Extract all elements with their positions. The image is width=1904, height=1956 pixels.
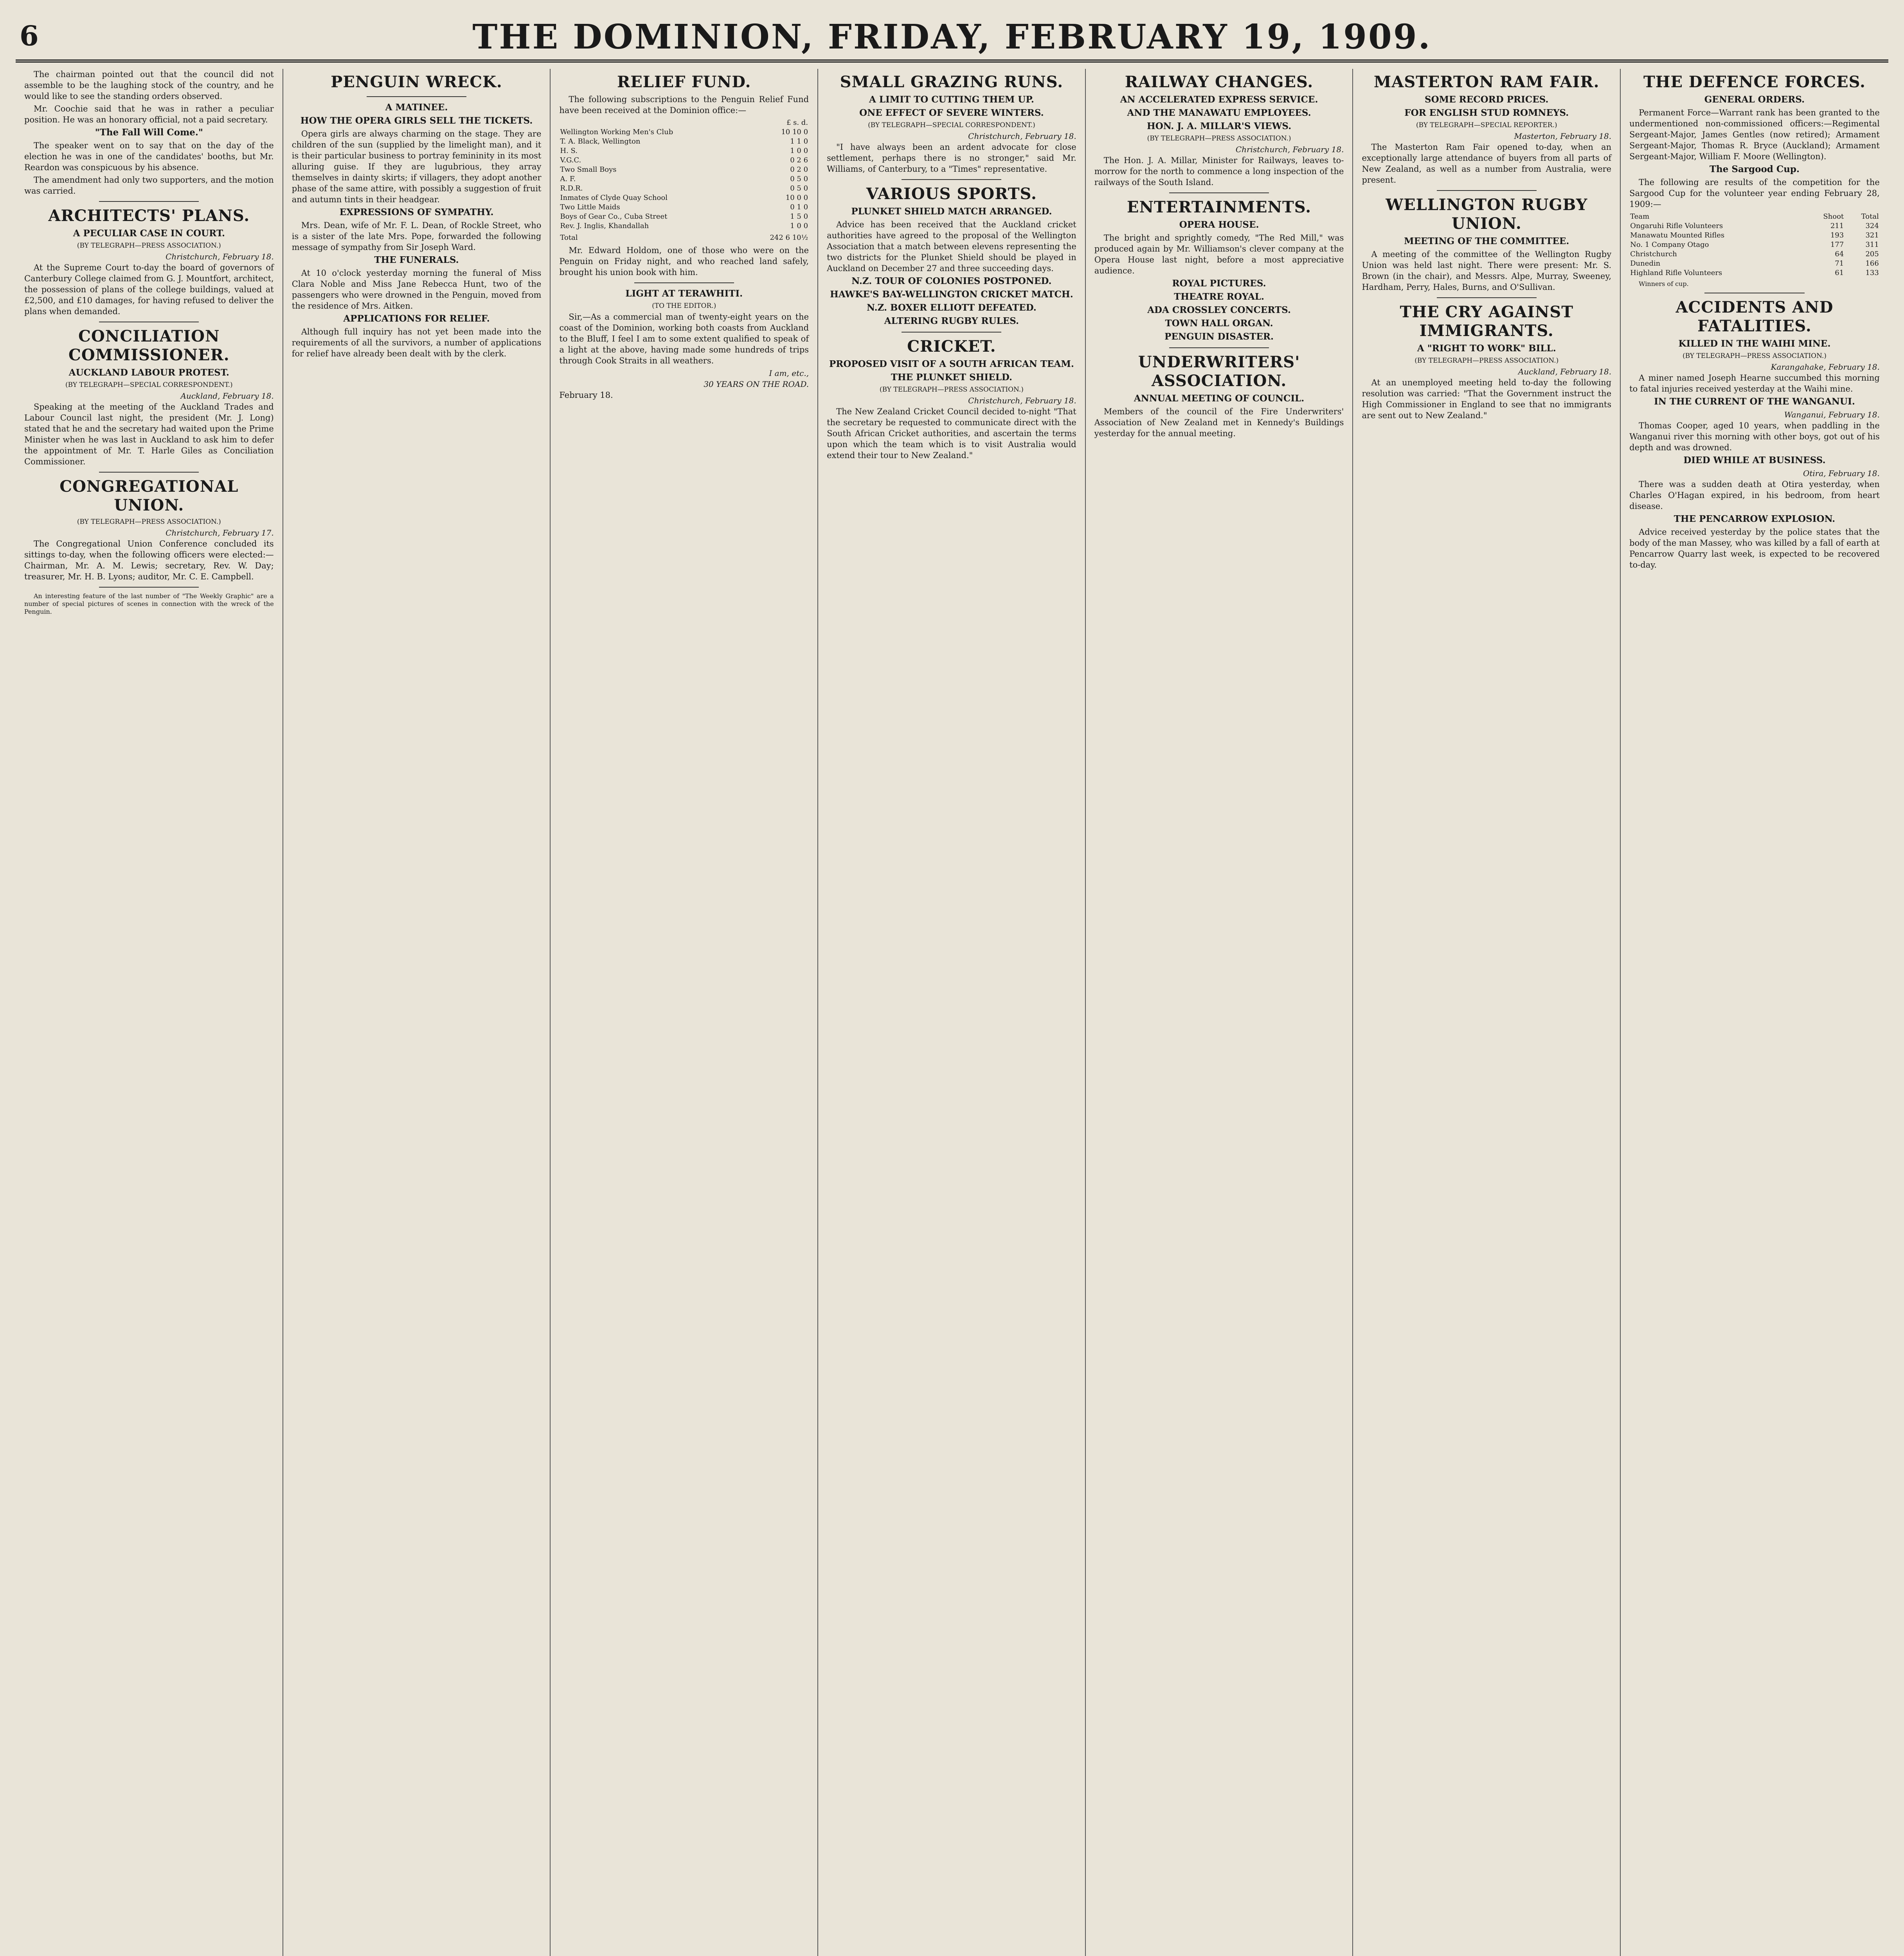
column-3 — [551, 69, 818, 1956]
subheading: SOME RECORD PRICES. — [1425, 94, 1549, 105]
headline: THE DEFENCE FORCES. — [1643, 73, 1866, 91]
divider — [367, 96, 466, 97]
divider — [1169, 192, 1269, 193]
letter-close: I am, etc., — [769, 369, 809, 378]
subscription-amount: 0 2 0 — [790, 165, 808, 174]
dateline: Otira, February 18. — [1803, 469, 1880, 478]
divider — [99, 201, 199, 202]
subscription-amount: 10 0 0 — [785, 194, 808, 202]
subscription-amount: 1 1 0 — [790, 137, 808, 146]
subscription-amount: 1 0 0 — [790, 147, 808, 155]
subscriber-name: V.G.C. — [560, 156, 581, 164]
divider — [1437, 297, 1537, 298]
dateline: Christchurch, February 18. — [166, 252, 274, 261]
article-text: At the Supreme Court to-day the board of governors of Canterbury College claimed from G. J. Mountfort, architect, the possession of plans of the college buildings, valued at £2,500, and £10 damages, for having refused to deliver the plans when demanded. — [24, 263, 274, 316]
byline: (BY TELEGRAPH—SPECIAL CORRESPONDENT.) — [868, 121, 1035, 129]
article-text: A miner named Joseph Hearne succumbed this morning to fatal injuries received yesterday at the Waihi mine. — [1629, 373, 1880, 394]
column-1 — [16, 69, 283, 1956]
article-text: Although full inquiry has not yet been made into the requirements of all the survivors, a number of applications for relief have already been dealt with by the clerk. — [292, 327, 542, 358]
total-row — [559, 233, 809, 243]
subscription-amount: 0 1 0 — [790, 203, 808, 211]
subscription-amount: 1 5 0 — [790, 212, 808, 221]
table-row — [1629, 231, 1880, 240]
dateline: Auckland, February 18. — [1518, 367, 1612, 376]
cup-shoot: 61 — [1835, 269, 1844, 277]
article-text: Sir,—As a commercial man of twenty-eight years on the coast of the Dominion, working both coasts from Auckland to the Bluff, I feel I am to some extent qualified to speak of a light at the above, having made some hundreds of trips through Cook Straits in all weathers. — [559, 312, 809, 365]
divider — [902, 332, 1001, 333]
divider — [1169, 347, 1269, 348]
headline: RAILWAY CHANGES. — [1125, 73, 1314, 91]
headline: PENGUIN WRECK. — [331, 73, 502, 91]
cup-total: 324 — [1865, 222, 1879, 230]
byline: (BY TELEGRAPH—PRESS ASSOCIATION.) — [77, 518, 221, 526]
letter-signature: 30 YEARS ON THE ROAD. — [704, 379, 809, 389]
subheading: PROPOSED VISIT OF A SOUTH AFRICAN TEAM. — [829, 359, 1074, 369]
column-5 — [1086, 69, 1353, 1956]
table-row — [559, 156, 809, 165]
header-total: Total — [1861, 212, 1879, 221]
article-text: The following are results of the competition for the Sargood Cup for the volunteer year ending February 28, 1909:— — [1629, 178, 1880, 209]
subscription-amount: 0 2 6 — [790, 156, 808, 164]
subheading: A LIMIT TO CUTTING THEM UP. — [869, 94, 1034, 105]
header-shoot: Shoot — [1823, 212, 1844, 221]
cup-team: Manawatu Mounted Rifles — [1630, 231, 1725, 239]
letter-date: February 18. — [559, 390, 613, 400]
subheading: IN THE CURRENT OF THE WANGANUI. — [1654, 396, 1855, 407]
table-row — [559, 146, 809, 156]
article-text: Members of the council of the Fire Underwriters' Association of New Zealand met in Kennedy's Buildings yesterday for the annual meeting. — [1094, 407, 1344, 438]
headline: CONCILIATION COMMISSIONER. — [68, 327, 230, 364]
subscriber-name: Two Small Boys — [560, 165, 617, 174]
cup-team: Christchurch — [1630, 250, 1677, 258]
subscription-amount: 1 0 0 — [790, 222, 808, 230]
total-amount: 242 6 10½ — [770, 234, 808, 242]
article-text: "I have always been an ardent advocate for close settlement, perhaps there is no stronger," said Mr. Williams, of Canterbury, to a "Times" representative. — [827, 142, 1076, 174]
column-2 — [283, 69, 551, 1956]
cup-total: 133 — [1865, 269, 1879, 277]
cup-team: Dunedin — [1630, 259, 1661, 268]
subheading: HAWKE'S BAY-WELLINGTON CRICKET MATCH. — [830, 289, 1073, 300]
article-text: Opera girls are always charming on the stage. They are children of the sun (supplied by the limelight man), and it is their particular business to portray femininity in its most alluring guise. If they are lugubrious, they array themselves in dainty skirts; if villagers, they adopt another phase of the same attire, with possibly a suggestion of fruit and autumn tints in their headgear. — [292, 129, 542, 204]
subheading: FOR ENGLISH STUD ROMNEYS. — [1404, 108, 1569, 118]
table-row — [559, 165, 809, 174]
header-team: Team — [1630, 212, 1650, 221]
subheading: APPLICATIONS FOR RELIEF. — [343, 313, 490, 324]
subheading: LIGHT AT TERAWHITI. — [625, 288, 743, 299]
dateline: Masterton, February 18. — [1514, 131, 1612, 141]
headline: CONGREGATIONAL UNION. — [59, 477, 239, 514]
table-row — [559, 128, 809, 137]
article-text: Speaking at the meeting of the Auckland Trades and Labour Council last night, the president (Mr. J. Long) stated that he and the secretary had waited upon the Prime Minister when he was last in Auckland to ask him to defer the appointment of Mr. T. Harle Giles as Conciliation Commissioner. — [24, 402, 274, 466]
dateline: Christchurch, February 18. — [1235, 145, 1344, 154]
cup-team: No. 1 Company Otago — [1630, 241, 1709, 249]
headline: WELLINGTON RUGBY UNION. — [1386, 196, 1588, 233]
divider — [99, 587, 199, 588]
subheading: DIED WHILE AT BUSINESS. — [1683, 455, 1826, 466]
article-text: Permanent Force—Warrant rank has been granted to the undermentioned non-commissioned officers:—Regimental Sergeant-Major, James Gentles (now retired); Armament Sergeant-Major, Thomas R. Bryce (Auckland); Armament Sergeant-Major, William F. Moore (Wellington). — [1629, 108, 1880, 161]
dateline: Wanganui, February 18. — [1784, 410, 1880, 419]
dateline: Karangahake, February 18. — [1771, 362, 1880, 372]
article-text: The Congregational Union Conference concluded its sittings to-day, when the following officers were elected:—Chairman, Mr. A. M. Lewis; secretary, Rev. W. Day; treasurer, Mr. H. B. Lyons; auditor, Mr. C. E. Campbell. — [24, 539, 274, 581]
article-text: A meeting of the committee of the Wellington Rugby Union was held last night. There were present: Mr. S. Brown (in the chair), and Messrs. Alpe, Murray, Sweeney, Hardham, Perry, Hales, Burns, and O'Sullivan. — [1362, 250, 1612, 292]
subscriber-name: Wellington Working Men's Club — [560, 128, 673, 136]
divider — [902, 179, 1001, 180]
article-text: The Hon. J. A. Millar, Minister for Railways, leaves to-morrow for the north to commence a long inspection of the railways of the South Island. — [1094, 156, 1344, 187]
table-row — [1629, 250, 1880, 259]
subheading: MEETING OF THE COMMITTEE. — [1404, 236, 1569, 246]
subheading: TOWN HALL ORGAN. — [1165, 318, 1273, 329]
dateline: Christchurch, February 18. — [968, 131, 1076, 141]
article-text: At an unemployed meeting held to-day the following resolution was carried: "That the Government instruct the High Commissioner in England to see that no immigrants are sent out to New Zealand." — [1362, 378, 1612, 420]
column-7 — [1621, 69, 1888, 1956]
article-text: There was a sudden death at Otira yesterday, when Charles O'Hagan expired, in his bedroom, from heart disease. — [1629, 480, 1880, 511]
dateline: Christchurch, February 18. — [968, 396, 1076, 405]
subscriber-name: H. S. — [560, 147, 578, 155]
table-row — [1629, 221, 1880, 231]
subheading: AUCKLAND LABOUR PROTEST. — [68, 367, 229, 378]
subscriber-name: R.D.R. — [560, 184, 583, 192]
subheading: GENERAL ORDERS. — [1704, 94, 1805, 105]
table-row — [1629, 268, 1880, 278]
headline: SMALL GRAZING RUNS. — [840, 73, 1064, 91]
byline: (BY TELEGRAPH—SPECIAL REPORTER.) — [1416, 121, 1557, 129]
byline: (BY TELEGRAPH—SPECIAL CORRESPONDENT.) — [65, 381, 233, 389]
column-4 — [818, 69, 1086, 1956]
cup-shoot: 193 — [1830, 231, 1844, 239]
masthead — [16, 16, 1888, 63]
advertisement: An interesting feature of the last number of "The Weekly Graphic" are a number of special pictures of scenes in connection with the wreck of the Penguin. — [24, 592, 274, 615]
table-row — [1629, 240, 1880, 250]
subscriber-name: Two Little Maids — [560, 203, 620, 211]
article-text: The Masterton Ram Fair opened to-day, when an exceptionally large attendance of buyers from all parts of New Zealand, as well as a number from Australia, were present. — [1362, 142, 1612, 185]
article-text: The New Zealand Cricket Council decided to-night "That the secretary be requested to communicate direct with the South African Cricket authorities, and ascertain the terms upon which the team which is to visit Australia would extend their tour to New Zealand." — [827, 407, 1076, 460]
subheading: ROYAL PICTURES. — [1172, 278, 1266, 289]
page-number: 6 — [20, 20, 39, 52]
subscription-amount: 0 5 0 — [790, 175, 808, 183]
byline: (BY TELEGRAPH—PRESS ASSOCIATION.) — [77, 242, 221, 250]
subheading: HOW THE OPERA GIRLS SELL THE TICKETS. — [300, 115, 533, 126]
byline: (BY TELEGRAPH—PRESS ASSOCIATION.) — [1682, 352, 1827, 360]
table-row — [559, 212, 809, 221]
headline: ENTERTAINMENTS. — [1127, 198, 1312, 216]
table-row — [559, 203, 809, 212]
subheading: "The Fall Will Come." — [95, 127, 203, 138]
article-text: Advice has been received that the Auckland cricket authorities have agreed to the proposal of the Wellington Association that a match between elevens representing the two districts for the Plunket Shield should be played in Auckland on December 27 and three succeeding days. — [827, 220, 1076, 273]
columns — [16, 69, 1888, 1956]
cup-shoot: 64 — [1835, 250, 1844, 258]
divider — [1437, 190, 1537, 191]
subheading: HON. J. A. MILLAR'S VIEWS. — [1146, 121, 1292, 131]
money-header: £ s. d. — [786, 119, 808, 127]
article-text: The amendment had only two supporters, and the motion was carried. — [24, 175, 274, 196]
subscriber-name: Inmates of Clyde Quay School — [560, 194, 668, 202]
byline: (TO THE EDITOR.) — [652, 302, 716, 310]
subscription-amount: 10 10 0 — [781, 128, 808, 136]
total-label: Total — [560, 234, 578, 242]
article-text: The bright and sprightly comedy, "The Red Mill," was produced again by Mr. Williamson's clever company at the Opera House last night, before a most appreciative audience. — [1094, 233, 1344, 275]
byline: (BY TELEGRAPH—PRESS ASSOCIATION.) — [1415, 357, 1559, 365]
byline: (BY TELEGRAPH—PRESS ASSOCIATION.) — [1147, 135, 1291, 142]
cup-team: Ongaruhi Rifle Volunteers — [1630, 222, 1723, 230]
subheading: EXPRESSIONS OF SYMPATHY. — [339, 207, 494, 218]
subheading: PENGUIN DISASTER. — [1164, 331, 1274, 342]
cup-team: Highland Rifle Volunteers — [1630, 269, 1722, 277]
subheading: N.Z. BOXER ELLIOTT DEFEATED. — [867, 302, 1037, 313]
article-text: The chairman pointed out that the council did not assemble to be the laughing stock of the country, and he would like to see the standing orders observed. — [24, 70, 274, 101]
subheading: A PECULIAR CASE IN COURT. — [73, 228, 225, 239]
article-text: Advice received yesterday by the police states that the body of the man Massey, who was killed by a fall of earth at Pencarrow Quarry last week, is expected to be recovered to-day. — [1629, 527, 1880, 570]
table-row — [559, 184, 809, 193]
headline: CRICKET. — [907, 337, 996, 356]
cup-shoot: 211 — [1830, 222, 1844, 230]
subheading: THE PLUNKET SHIELD. — [891, 372, 1013, 383]
dateline: Christchurch, February 17. — [166, 528, 274, 538]
table-note: Winners of cup. — [1639, 280, 1689, 288]
subheading: N.Z. TOUR OF COLONIES POSTPONED. — [851, 276, 1052, 286]
table-header-row — [559, 118, 809, 128]
table-row — [559, 221, 809, 231]
newspaper-title: THE DOMINION, FRIDAY, FEBRUARY 19, 1909. — [472, 17, 1432, 57]
subscriber-name: Boys of Gear Co., Cuba Street — [560, 212, 668, 221]
divider — [634, 282, 734, 283]
divider — [99, 472, 199, 473]
cup-shoot: 177 — [1830, 241, 1844, 249]
sargood-cup-table — [1629, 212, 1880, 278]
table-row — [1629, 259, 1880, 268]
cup-shoot: 71 — [1835, 259, 1844, 268]
subheading: OPERA HOUSE. — [1179, 219, 1259, 230]
byline: (BY TELEGRAPH—PRESS ASSOCIATION.) — [879, 386, 1024, 394]
subscription-amount: 0 5 0 — [790, 184, 808, 192]
cup-total: 205 — [1865, 250, 1879, 258]
subscriber-name: Rev. J. Inglis, Khandallah — [560, 222, 649, 230]
subheading: ONE EFFECT OF SEVERE WINTERS. — [859, 108, 1044, 118]
cup-total: 166 — [1865, 259, 1879, 268]
article-text: Mrs. Dean, wife of Mr. F. L. Dean, of Rockle Street, who is a sister of the late Mrs. Pope, forwarded the following message of sympathy from Sir Joseph Ward. — [292, 221, 542, 252]
headline: ARCHITECTS' PLANS. — [48, 207, 250, 225]
table-row — [559, 193, 809, 203]
subheading: A "RIGHT TO WORK" BILL. — [1417, 343, 1556, 354]
cup-total: 311 — [1865, 241, 1879, 249]
subheading: THEATRE ROYAL. — [1174, 291, 1265, 302]
headline: VARIOUS SPORTS. — [866, 185, 1037, 203]
article-text: The speaker went on to say that on the day of the election he was in one of the candidates' booths, but Mr. Reardon was conspicuous by his absence. — [24, 141, 274, 172]
article-text: Mr. Coochie said that he was in rather a peculiar position. He was an honorary official, not a paid secretary. — [24, 104, 274, 124]
headline: UNDERWRITERS' ASSOCIATION. — [1138, 353, 1300, 390]
article-text: Mr. Edward Holdom, one of those who were on the Penguin on Friday night, and who reached land safely, brought his union book with him. — [559, 246, 809, 277]
subheading: THE PENCARROW EXPLOSION. — [1674, 514, 1836, 524]
subheading: THE FUNERALS. — [374, 255, 459, 265]
subheading: ANNUAL MEETING OF COUNCIL. — [1134, 393, 1305, 404]
subheading: KILLED IN THE WAIHI MINE. — [1678, 338, 1831, 349]
subheading: A MATINEE. — [385, 102, 448, 113]
headline: RELIEF FUND. — [617, 73, 751, 91]
subheading: PLUNKET SHIELD MATCH ARRANGED. — [851, 206, 1052, 217]
article-text: The following subscriptions to the Penguin Relief Fund have been received at the Dominion office:— — [559, 95, 809, 115]
subscriptions-total — [559, 233, 809, 243]
subheading: The Sargood Cup. — [1709, 164, 1800, 174]
table-row — [559, 174, 809, 184]
subscriptions-table — [559, 118, 809, 231]
table-row — [559, 137, 809, 146]
subscriber-name: T. A. Black, Wellington — [560, 137, 641, 146]
headline: THE CRY AGAINST IMMIGRANTS. — [1400, 303, 1574, 340]
table-header-row — [1629, 212, 1880, 221]
subheading: AND THE MANAWATU EMPLOYEES. — [1127, 108, 1311, 118]
subheading: ADA CROSSLEY CONCERTS. — [1147, 305, 1291, 315]
article-text: Thomas Cooper, aged 10 years, when paddling in the Wanganui river this morning with other boys, got out of his depth and was drowned. — [1629, 421, 1880, 452]
article-text: At 10 o'clock yesterday morning the funeral of Miss Clara Noble and Miss Jane Rebecca Hunt, two of the passengers who were drowned in the Penguin, moved from the residence of Mrs. Aitken. — [292, 268, 542, 311]
subheading: ALTERING RUGBY RULES. — [884, 316, 1019, 326]
headline: ACCIDENTS AND FATALITIES. — [1675, 298, 1834, 335]
cup-total: 321 — [1865, 231, 1879, 239]
column-6 — [1353, 69, 1621, 1956]
subscriber-name: A. F. — [560, 175, 576, 183]
dateline: Auckland, February 18. — [180, 391, 274, 401]
subheading: AN ACCELERATED EXPRESS SERVICE. — [1120, 94, 1318, 105]
headline: MASTERTON RAM FAIR. — [1374, 73, 1600, 91]
